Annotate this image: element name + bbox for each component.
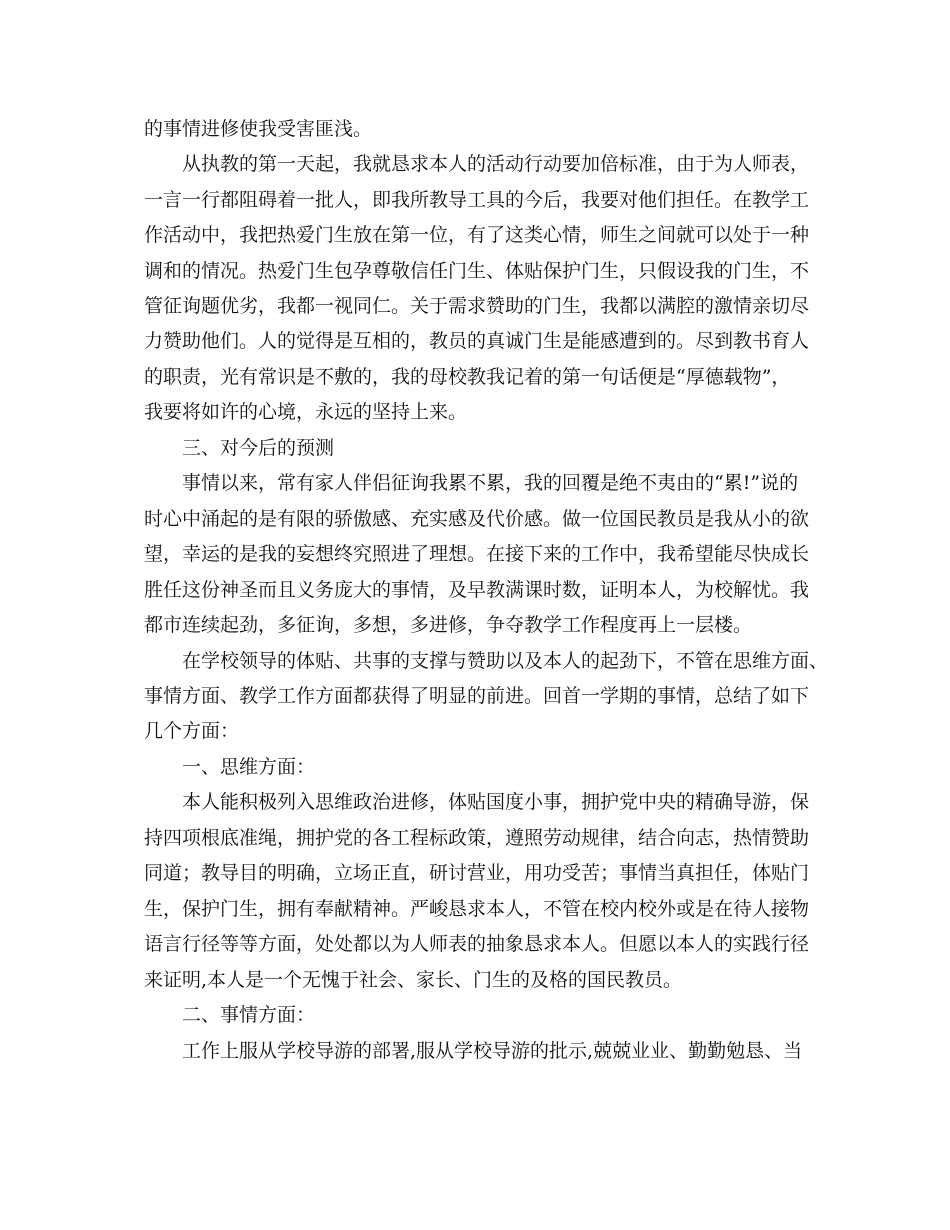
text-line: 事情方面、教学工作方面都获得了明显的前进。回首一学期的事情，总结了如下 xyxy=(144,685,810,707)
text-line: 都市连续起劲，多征询，多想，多进修，争夺教学工作程度再上一层楼。 xyxy=(144,614,753,636)
text-line: 的事情进修使我受害匪浅。 xyxy=(144,118,373,140)
section-heading: 二、事情方面： xyxy=(182,1004,316,1026)
paragraph-first-line: 工作上服从学校导游的部署,服从学校导游的批示,兢兢业业、勤勤勉恳、当 xyxy=(182,1040,803,1062)
text-line: 的职责，光有常识是不敷的，我的母校教我记着的第一句话便是“厚德载物”， xyxy=(144,366,791,388)
text-line: 几个方面： xyxy=(144,720,240,742)
text-line: 时心中涌起的是有限的骄傲感、充实感及代价感。做一位国民教员是我从小的欲 xyxy=(144,508,810,530)
text-line: 生，保护门生，拥有奉献精神。严峻恳求本人，不管在校内校外或是在待人接物 xyxy=(144,898,810,920)
paragraph-first-line: 本人能积极列入思维政治进修，体贴国度小事，拥护党中央的精确导游，保 xyxy=(182,791,810,813)
text-line: 作活动中，我把热爱门生放在第一位，有了这类心情，师生之间就可以处于一种 xyxy=(144,224,810,246)
text-line: 语言行径等等方面，处处都以为人师表的抽象恳求本人。但愿以本人的实践行径 xyxy=(144,933,810,955)
text-line: 同道；教导目的明确，立场正直，研讨营业，用功受苦；事情当真担任，体贴门 xyxy=(144,862,810,884)
paragraph-first-line: 从执教的第一天起，我就恳求本人的活动行动要加倍标准，由于为人师表， xyxy=(182,153,810,175)
text-line: 力赞助他们。人的觉得是互相的，教员的真诚门生是能感遭到的。尽到教书育人 xyxy=(144,330,810,352)
paragraph-first-line: 事情以来，常有家人伴侣征询我累不累，我的回覆是绝不夷由的“累!”说的 xyxy=(182,472,799,494)
section-heading: 一、思维方面： xyxy=(182,756,316,778)
text-line: 一言一行都阻碍着一批人，即我所教导工具的今后，我要对他们担任。在教学工 xyxy=(144,189,810,211)
text-line: 望，幸运的是我的妄想终究照进了理想。在接下来的工作中，我希望能尽快成长 xyxy=(144,543,810,565)
text-line: 来证明,本人是一个无愧于社会、家长、门生的及格的国民教员。 xyxy=(144,969,683,991)
section-heading: 三、对今后的预测 xyxy=(182,437,335,459)
text-line: 持四项根底准绳，拥护党的各工程标政策，遵照劳动规律，结合向志，热情赞助 xyxy=(144,827,810,849)
text-line: 胜任这份神圣而且义务庞大的事情，及早教满课时数，证明本人，为校解忧。我 xyxy=(144,579,810,601)
paragraph-first-line: 在学校领导的体贴、共事的支撑与赞助以及本人的起劲下，不管在思维方面、 xyxy=(182,650,829,672)
text-line: 管征询题优劣，我都一视同仁。关于需求赞助的门生，我都以满腔的激情亲切尽 xyxy=(144,295,810,317)
text-line: 调和的情况。热爱门生包孕尊敬信任门生、体贴保护门生，只假设我的门生，不 xyxy=(144,260,810,282)
text-line: 我要将如许的心境，永远的坚持上来。 xyxy=(144,401,468,423)
